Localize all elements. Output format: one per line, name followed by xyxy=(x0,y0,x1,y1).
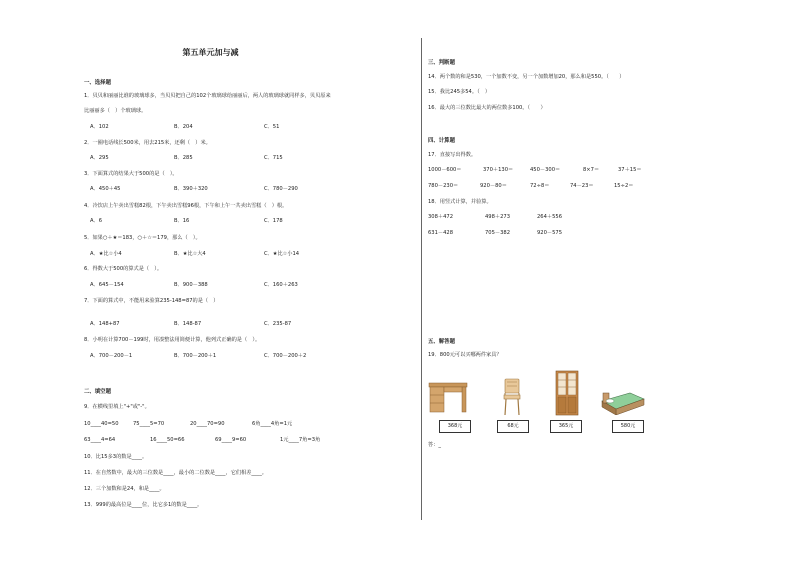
q18-item: 705－382 xyxy=(485,230,510,236)
q6-option-c: C．160＋263 xyxy=(264,282,298,288)
q17-item: 37＋15＝ xyxy=(618,167,642,173)
q7-option-b: B．148-87 xyxy=(174,321,202,327)
q3-text: 3．下面算式的结果大于500的是（ ）。 xyxy=(84,171,178,177)
q17-item: 780－230＝ xyxy=(428,183,459,189)
q8-option-c: C．700－200＋2 xyxy=(264,353,307,359)
q9-row1-item: 6角____4角=1元 xyxy=(252,421,293,427)
q5-option-a: A．★比☆小4 xyxy=(90,251,122,257)
q10-text: 10．比15多3的数是____。 xyxy=(84,454,148,460)
q17-item: 370＋130＝ xyxy=(483,167,514,173)
price-chair: 68元 xyxy=(497,420,529,433)
q7-text: 7．下面的算式中，不能用来验算235-148=87的是（ ） xyxy=(84,298,219,304)
q17-item: 74－23＝ xyxy=(570,183,594,189)
desk-image xyxy=(428,380,468,414)
q5-option-c: C．★比☆小14 xyxy=(264,251,300,257)
page-title: 第五单元加与减 xyxy=(182,48,239,57)
q1-option-c: C．51 xyxy=(264,124,280,130)
price-desk: 368元 xyxy=(439,420,471,433)
q17-item: 72÷8＝ xyxy=(530,183,550,189)
q9-row1-item: 10____40=50 xyxy=(84,421,119,427)
q4-option-b: B．16 xyxy=(174,218,190,224)
q17-item: 15÷2＝ xyxy=(614,183,634,189)
q17-item: 450－300＝ xyxy=(530,167,561,173)
section-calc-heading: 四、计算题 xyxy=(428,138,455,144)
q12-text: 12．三个加数和是24，和是____。 xyxy=(84,486,165,492)
q8-option-a: A．700－200－1 xyxy=(90,353,133,359)
q4-option-c: C．178 xyxy=(264,218,283,224)
q15-text: 15．我比245多54。（ ） xyxy=(428,89,491,95)
price-bookcase: 365元 xyxy=(550,420,582,433)
q9-row2-item: 63____4=64 xyxy=(84,437,116,443)
q9-row1-item: 75____5=70 xyxy=(133,421,165,427)
q18-item: 308＋472 xyxy=(428,214,453,220)
q17-item: 1000－600＝ xyxy=(428,167,462,173)
q3-option-b: B．390＋320 xyxy=(174,186,208,192)
q1-option-a: A．102 xyxy=(90,124,109,130)
q18-item: 631－428 xyxy=(428,230,453,236)
q9-row1-item: 20____70=90 xyxy=(190,421,225,427)
bookcase-image xyxy=(555,370,579,416)
q9-text: 9．在横线里填上"+"或"-"。 xyxy=(84,404,150,410)
price-bed: 580元 xyxy=(612,420,644,433)
q17-item: 920－80＝ xyxy=(480,183,507,189)
q2-text: 2．一圈电话线长500米，用去215米，还剩（ ）米。 xyxy=(84,140,211,146)
q3-option-a: A．450＋45 xyxy=(90,186,121,192)
q1-line2: 比丽丽多（ ）个玻璃球。 xyxy=(84,108,147,114)
q2-option-c: C．715 xyxy=(264,155,283,161)
q17-text: 17．直接写出得数。 xyxy=(428,152,477,158)
chair-image xyxy=(502,378,522,416)
q4-text: 4．冷饮店上午卖出雪糕82根，下午卖出雪糕96根，下午和上午一共卖出雪糕（ ）根。 xyxy=(84,203,288,209)
q13-text: 13．999的最高位是____位，比它多1的数是____。 xyxy=(84,502,203,508)
q17-item: 8×7＝ xyxy=(583,167,600,173)
q5-text: 5．如果○＋★＝183，○＋☆＝179，那么（ ）。 xyxy=(84,235,201,241)
q4-option-a: A．6 xyxy=(90,218,103,224)
section-solve-heading: 五、解答题 xyxy=(428,339,455,345)
q6-option-a: A．645－154 xyxy=(90,282,124,288)
q9-row2-item: 69____9=60 xyxy=(215,437,247,443)
q18-text: 18．用竖式计算，并验算。 xyxy=(428,199,492,205)
q19-text: 19．800元可以买哪两件家具？ xyxy=(428,352,502,358)
q9-row2-item: 1元____7角=3角 xyxy=(280,437,321,443)
q18-item: 920－575 xyxy=(537,230,562,236)
q14-text: 14．两个数的和是530，一个加数不变，另一个加数增加20，那么和是550。（ ） xyxy=(428,74,625,80)
q1-line1: 1．贝贝和丽丽比谁的玻璃球多，当贝贝把自己的102个玻璃球给丽丽后，两人的玻璃球就同样多，贝贝原来 xyxy=(84,93,331,99)
q6-text: 6．得数大于500的算式是（ ）。 xyxy=(84,266,163,272)
q18-item: 264＋556 xyxy=(537,214,562,220)
q16-text: 16．最大的三位数比最大的两位数多100。（ ） xyxy=(428,105,546,111)
q2-option-a: A．295 xyxy=(90,155,109,161)
q5-option-b: B．★比☆大4 xyxy=(174,251,206,257)
column-divider xyxy=(421,38,422,520)
q7-option-a: A．148+87 xyxy=(90,321,120,327)
q9-row2-item: 16____50=66 xyxy=(150,437,185,443)
bed-image xyxy=(600,389,646,415)
q18-item: 498＋273 xyxy=(485,214,510,220)
section-fill-heading: 二、填空题 xyxy=(84,389,111,395)
q3-option-c: C．780－290 xyxy=(264,186,298,192)
q8-text: 8．小明在计算700－199时，用凑整法用简便计算，他列式正确的是（ ）。 xyxy=(84,337,261,343)
q7-option-c: C．235-87 xyxy=(264,321,292,327)
section-choice-heading: 一、选择题 xyxy=(84,80,111,86)
section-judge-heading: 三、判断题 xyxy=(428,60,455,66)
q2-option-b: B．285 xyxy=(174,155,193,161)
q1-option-b: B．204 xyxy=(174,124,193,130)
q11-text: 11．在自然数中，最大的三位数是____，最小的二位数是____，它们相差____。 xyxy=(84,470,267,476)
answer-line: 答：_ xyxy=(428,442,441,448)
q8-option-b: B．700－200＋1 xyxy=(174,353,217,359)
q6-option-b: B．900－388 xyxy=(174,282,208,288)
